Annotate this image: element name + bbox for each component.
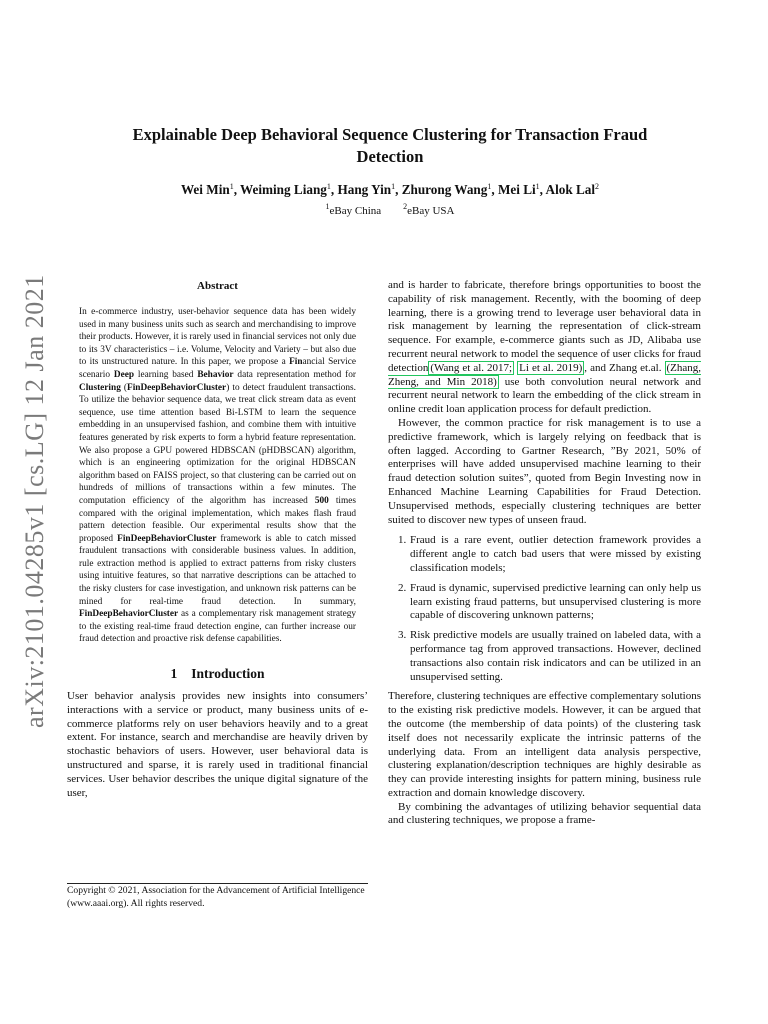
title-line-1: Explainable Deep Behavioral Sequence Clustering for Transaction Fraud xyxy=(132,125,648,144)
author: Weiming Liang$^1$, xyxy=(240,182,338,197)
body-paragraph: Therefore, clustering techniques are effective complementary solutions to the existing risk predictive models. However, it can be argued that the outcome (the membership of data points) of the clustering task itself does not necessarily explicate the intrinsic patterns of the underlying data. From an intelligent data analysis perspective, clustering explanation/description techniques are highly desirable as they can provide interesting insights for pattern mining, business rule extraction and domain knowledge discovery. xyxy=(388,690,701,799)
body-paragraph: and is harder to fabricate, therefore brings opportunities to boost the capability of risk management. Recently, with the booming of deep learning, there is a growing trend to leverage user behavioral data in risk management by learning the representation of click-stream sequence. For example, e-commerce giants such as JD, Alibaba use recurrent neural network to model the sequence of user clicks for fraud detection (Wang et al. 2017; Li et al. 2019) , and Zhang et.al. (Zhang, Zheng, and Min 2018) use both convolution neural network and recurrent neural network to learn the embedding of the click stream in online credit loan application process for default prediction. xyxy=(388,279,702,416)
author: Hang Yin$^1$, xyxy=(337,182,402,197)
affiliations xyxy=(90,200,690,218)
right-column xyxy=(388,279,701,828)
section-heading-introduction xyxy=(67,666,368,682)
author: Alok Lal$^2$ xyxy=(545,182,600,197)
author: Zhurong Wang$^1$, xyxy=(401,182,498,197)
citation-link[interactable]: (Wang et al. 2017; xyxy=(430,361,513,374)
abstract-text: In e-commerce industry, user-behavior sequence data has been widely used in many business units such as search and merchandising to improve their products. However, it is rarely used in financial services not only due to its 3V characteristics – i.e. Volume, Velocity and Variety – but also due to its unstructured nature. In this paper, we propose a Financial Service scenario Deep learning based Behavior data representation method for Clustering (FinDeepBehaviorCluster) to detect fraudulent transactions. To utilize the behavior sequence data, we treat click stream data as event sequence, use time attention based Bi-LSTM to learn the sequence embedding in an unsupervised fashion, and combine them with intuitive features generated by risk experts to form a hybrid feature representation. We also propose a GPU powered HDBSCAN (pHDBSCAN) algorithm, which is an engineering optimization for the original HDBSCAN algorithm based on FAISS project, so that clustering can be carried out on hundreds of millions of transactions within a few minutes. The computation efficiency of the algorithm has increased 500 times compared with the original implementation, which makes flash fraud pattern detection feasible. Our experimental results show that the proposed FinDeepBehaviorCluster framework is able to catch missed fraudulent transactions with considerable business values. In addition, rule extraction method is applied to extract patterns from risky clusters using intuitive features, so that narrative descriptions can be attached to the risky clusters for case investigation, and unknown risk patterns can be mined for real-time fraud detection. In summary, FinDeepBehaviorCluster as a complementary risk management strategy to the existing real-time fraud detection engine, can further increase our fraud detection and proactive risk defense capabilities. xyxy=(79,307,356,645)
copyright-footnote: Copyright © 2021, Association for the Advancement of Artificial Intelligence (www.aaai.org). All rights reserved. xyxy=(67,883,368,910)
body-paragraph: By combining the advantages of utilizing behavior sequential data and clustering techniques, we propose a frame- xyxy=(388,800,701,827)
section-number: 1 xyxy=(170,666,178,682)
citation-link[interactable]: (Zhang, Zheng, and Min 2018) xyxy=(388,361,702,388)
author: Wei Min$^1$, xyxy=(180,182,241,197)
body-paragraph: However, the common practice for risk management is to use a predictive framework, which is largely relying on feedback that is often lagged. According to Gartner Research, ”By 2021, 50% of enterprises will have added unsupervised machine learning to their fraud detection solution suites”, quoted from Begin Investing now in Enhanced Machine Learning Capabilities for Fraud Detection. Unsupervised methods, especially clustering techniques are better suited to discover new types of unseen fraud. xyxy=(388,416,701,526)
numbered-list xyxy=(388,534,701,684)
arxiv-identifier: arXiv:2101.04285v1 [cs.LG] 12 Jan 2021 xyxy=(20,274,49,728)
paper-title xyxy=(90,124,690,168)
citation-link[interactable]: Li et al. 2019) xyxy=(519,361,583,374)
author-list xyxy=(90,179,690,198)
left-column xyxy=(67,279,368,800)
title-line-2: Detection xyxy=(356,147,424,166)
intro-paragraph: User behavior analysis provides new insights into consumers’ interactions with a service or product, many business units of e-commerce platforms rely on user behaviors heavily and to a great extent. For instance, search and merchandise are heavily driven by stochastic behaviors of users. However, user behavioral data is unstructured and sparse, it is rarely used in traditional financial services. User behavior describes the unique digital signature of the user, xyxy=(67,690,368,799)
author: Mei Li$^1$, xyxy=(497,182,546,197)
affiliation: $^1$eBay China xyxy=(325,202,382,217)
affiliation: $^2$eBay USA xyxy=(403,202,455,217)
list-item: 3. Risk predictive models are usually trained on labeled data, with a performance tag from approved transactions. However, declined transactions also contain risk indicators and can be utilized in an unsupervised setting. xyxy=(398,629,701,683)
section-title: Introduction xyxy=(191,666,265,682)
list-item: 2. Fraud is dynamic, supervised predictive learning can only help us learn existing fraud patterns, but unsupervised clustering is more capable of discovering unknown patterns; xyxy=(398,581,701,622)
abstract-heading: Abstract xyxy=(197,280,238,292)
list-item: 1. Fraud is a rare event, outlier detection framework provides a different angle to catch bad users that were missed by existing classification models; xyxy=(398,534,701,574)
